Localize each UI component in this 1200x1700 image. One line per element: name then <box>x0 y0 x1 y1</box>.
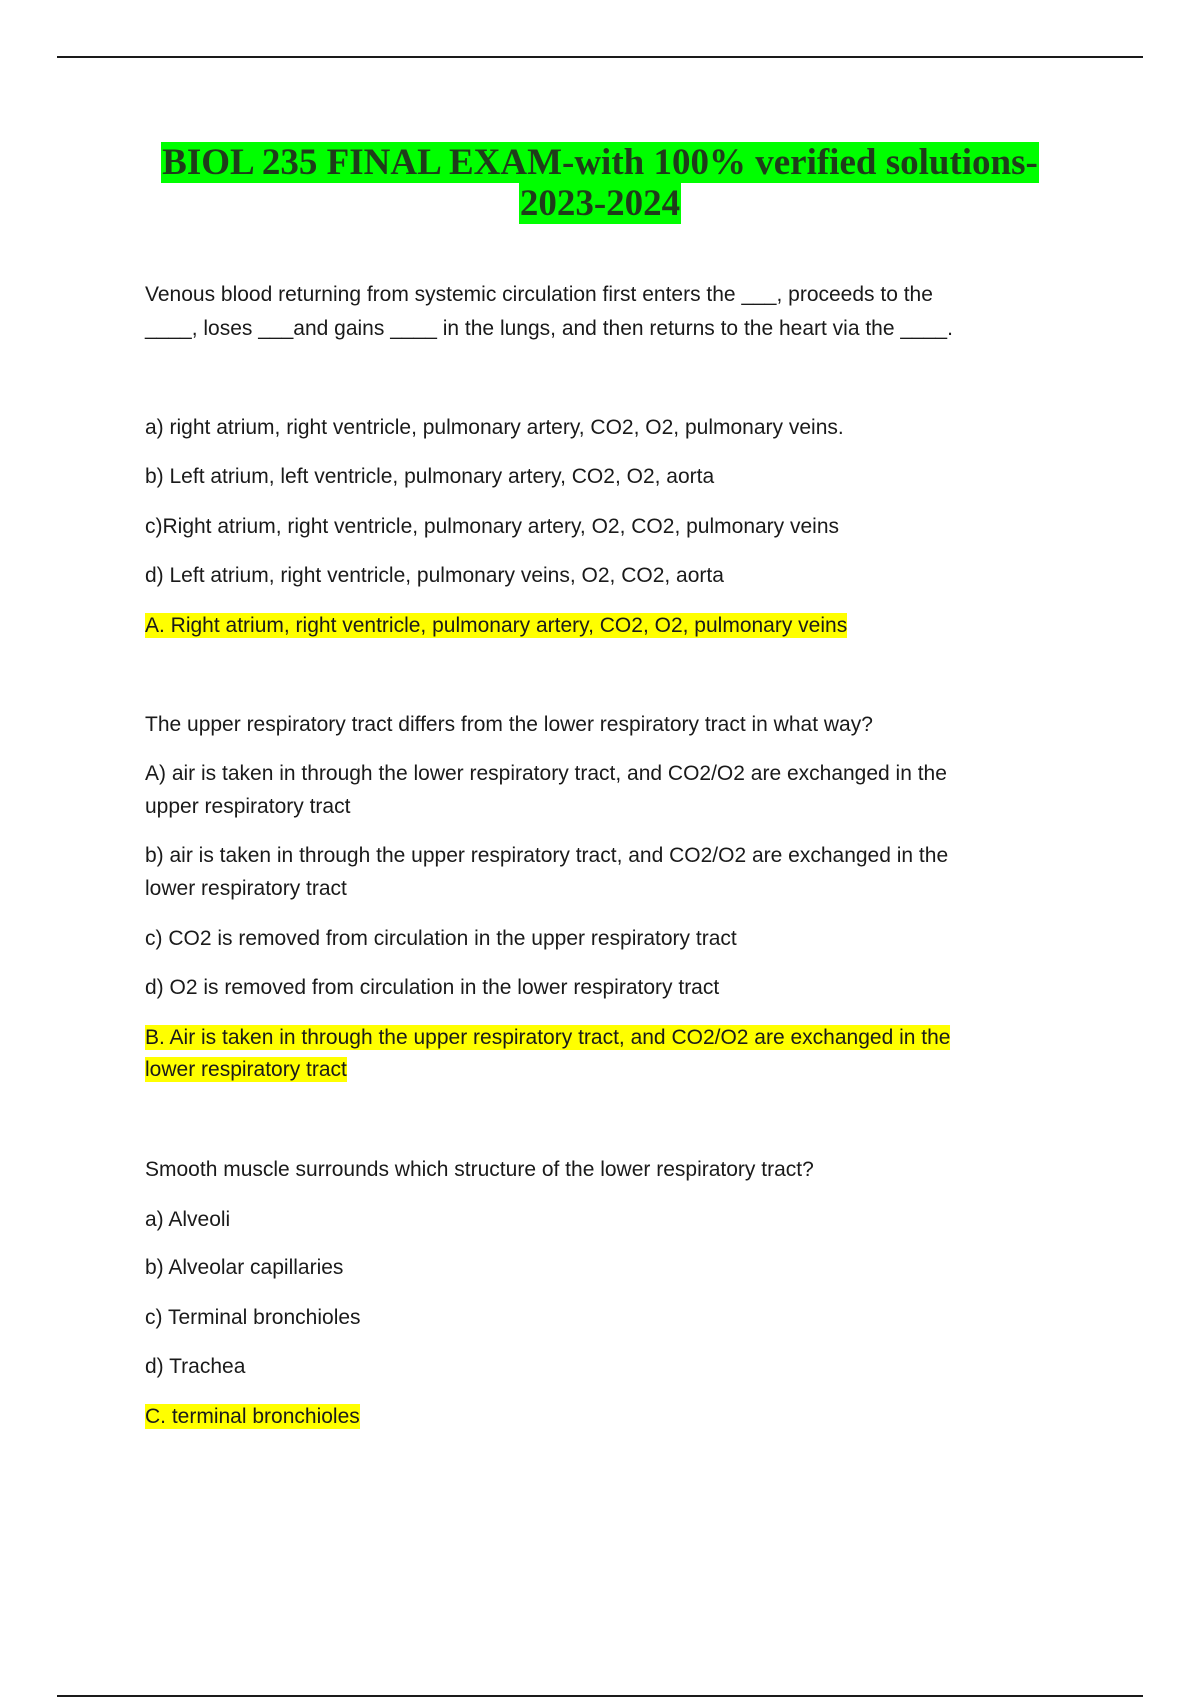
question-3-option-b: b) Alveolar capillaries <box>145 1256 344 1279</box>
question-3-answer <box>145 1400 360 1434</box>
question-2-option-a-line-2: upper respiratory tract <box>145 795 351 818</box>
question-3-option-c: c) Terminal bronchioles <box>145 1306 361 1329</box>
question-1-answer <box>145 609 847 643</box>
question-3-stem: Smooth muscle surrounds which structure of the lower respiratory tract? <box>145 1158 814 1181</box>
question-2-option-c: c) CO2 is removed from circulation in the upper respiratory tract <box>145 927 737 950</box>
question-1-option-b: b) Left atrium, left ventricle, pulmonary artery, CO2, O2, aorta <box>145 465 715 488</box>
question-2-option-b-line-1: b) air is taken in through the upper respiratory tract, and CO2/O2 are exchanged in the <box>145 844 949 867</box>
document-title <box>0 142 1200 224</box>
question-1-option-a: a) right atrium, right ventricle, pulmonary artery, CO2, O2, pulmonary veins. <box>145 416 844 439</box>
question-1-stem-line-1: Venous blood returning from systemic circulation first enters the ___, proceeds to the <box>145 283 933 306</box>
title-line-1: BIOL 235 FINAL EXAM-with 100% verified solutions- <box>162 142 1038 183</box>
question-1-option-c: c)Right atrium, right ventricle, pulmonary artery, O2, CO2, pulmonary veins <box>145 515 840 538</box>
question-2-answer-line-2 <box>145 1053 347 1087</box>
question-3-answer-text: C. terminal bronchioles <box>145 1405 360 1428</box>
question-1-option-d: d) Left atrium, right ventricle, pulmonary veins, O2, CO2, aorta <box>145 564 724 587</box>
question-3-option-a: a) Alveoli <box>145 1208 231 1231</box>
question-2-answer-text-2: lower respiratory tract <box>145 1058 347 1081</box>
question-1-stem-line-2: ____, loses ___and gains ____ in the lungs, and then returns to the heart via the ____. <box>145 317 953 340</box>
bottom-rule <box>57 1695 1143 1697</box>
question-2-option-d: d) O2 is removed from circulation in the lower respiratory tract <box>145 976 720 999</box>
question-2-stem: The upper respiratory tract differs from the lower respiratory tract in what way? <box>145 713 873 736</box>
top-rule <box>57 56 1143 58</box>
question-2-answer-text-1: B. Air is taken in through the upper respiratory tract, and CO2/O2 are exchanged in the <box>145 1026 951 1049</box>
question-2-answer-line-1 <box>145 1021 950 1055</box>
question-2-option-a-line-1: A) air is taken in through the lower respiratory tract, and CO2/O2 are exchanged in the <box>145 762 947 785</box>
question-1-answer-text: A. Right atrium, right ventricle, pulmonary artery, CO2, O2, pulmonary veins <box>145 614 848 637</box>
question-2-option-b-line-2: lower respiratory tract <box>145 877 347 900</box>
title-line-2: 2023-2024 <box>519 183 681 224</box>
question-3-option-d: d) Trachea <box>145 1355 246 1378</box>
